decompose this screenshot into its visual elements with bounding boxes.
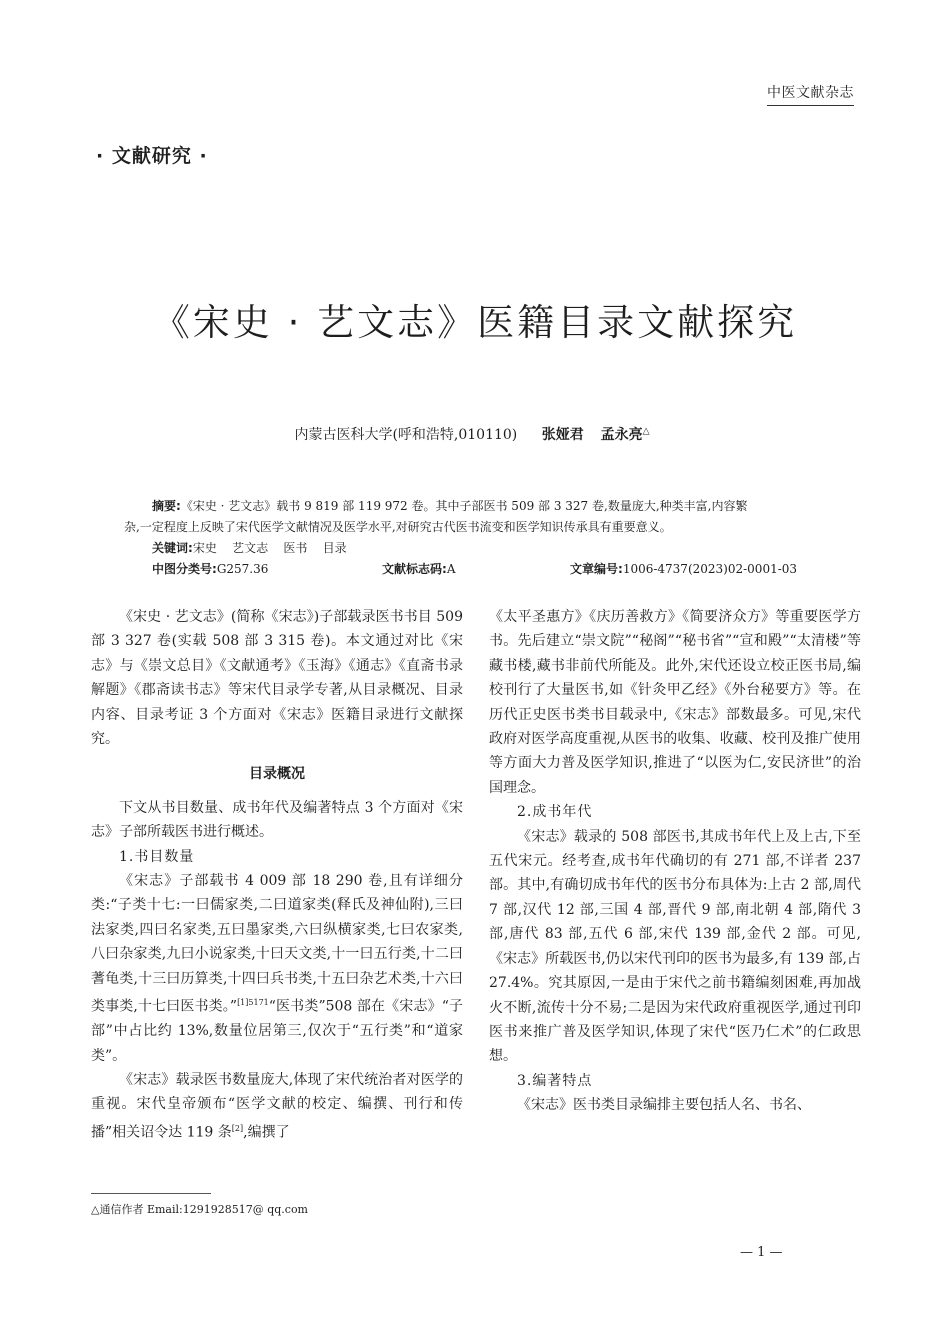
subsection-heading: 2.成书年代 — [517, 804, 593, 821]
section-heading: 目录概况 — [249, 766, 305, 783]
body-paragraph: 《太平圣惠方》《庆历善救方》《简要济众方》等重要医学方书。先后建立“崇文院”“秘阁”“秘书省”“宣和殿”“太清楼”等藏书楼,藏书非前代所能及。此外,宋代还设立校正医书局,编校刊行了大量医书,如《针灸甲乙经》《外台秘要方》等。在历代正史医书类书目载录中,《宋志》部数最多。可见,宋代政府对医学高度重视,从医书的收集、收藏、校刊及推广使用等方面大力普及医学知识,推进了“以医为仁,安民济世”的治国理念。 — [489, 609, 861, 796]
abstract-block — [124, 496, 824, 580]
footnote-rule — [91, 1193, 211, 1194]
footnote: △通信作者 Email:1291928517@ qq.com — [91, 1203, 308, 1216]
classification-row — [152, 559, 824, 580]
body-paragraph: 《宋志》载录的 508 部医书,其成书年代上及上古,下至五代宋元。经考查,成书年代确切的有 271 部,不详者 237 部。其中,有确切成书年代的医书分布具体为:上古 2 部,周代 7 部,汉代 12 部,三国 4 部,晋代 9 部,南北朝 4 部,隋代 3 部,唐代 83 部,五代 6 部,宋代 139 部,金代 2 部。可见,《宋志》所载医书,仍以宋代刊印的医书为最多,有 139 部,占 27.4%。究其原因,一是由于宋代之前书籍编刻困难,再加战火不断,流传十分不易;二是因为宋代政府重视医学,通过刊印医书来推广普及医学知识,体现了宋代“医乃仁术”的仁政思想。 — [489, 828, 861, 1065]
doc-code-label: 文献标志码: — [382, 562, 447, 576]
author-name: 张娅君 — [541, 427, 584, 443]
byline — [0, 424, 950, 444]
abstract-label: 摘要: — [152, 499, 181, 513]
citation-ref: [1]5171 — [237, 998, 269, 1008]
body-paragraph: 《宋志》医书类目录编排主要包括人名、书名、 — [517, 1097, 811, 1114]
clc-label: 中图分类号: — [152, 562, 217, 576]
left-column — [91, 605, 463, 1145]
keywords: 宋史 艺文志 医书 目录 — [192, 541, 347, 555]
journal-name: 中医文献杂志 — [767, 86, 854, 106]
body-paragraph: 《宋志》子部载书 4 009 部 18 290 卷,且有详细分类:“子类十七:一曰儒家类,二曰道家类(释氏及神仙附),三曰法家类,四曰名家类,五曰墨家类,六曰纵横家类,七曰农家类,八曰杂家类,九曰小说家类,十曰天文类,十一曰五行类,十二曰蓍龟类,十三曰历算类,十四曰兵书类,十五曰杂艺术类,十六曰类事类,十七曰医书类。”$^{[1]5171}$“医书类”508 部在《宋志》“子部”中占比约 13%,数量位居第三,仅次于“五行类”和“道家类”。 — [91, 873, 463, 1064]
keywords-label: 关键词: — [152, 541, 193, 555]
affiliation: 内蒙古医科大学(呼和浩特,010110) — [294, 427, 518, 443]
abstract-text: 杂,一定程度上反映了宋代医学文献情况及医学水平,对研究古代医书流变和医学知识传承具有重要意义。 — [124, 520, 672, 534]
intro-paragraph: 《宋史 · 艺文志》(简称《宋志》)子部载录医书书目 509 部 3 327 卷(实载 508 部 3 315 卷)。本文通过对比《宋志》与《崇文总目》《文献通考》《玉海》《通志》《直斋书录解题》《郡斋读书志》等宋代目录学专著,从目录概况、目录内容、目录考证 3 个方面对《宋志》医籍目录进行文献探究。 — [91, 609, 463, 748]
doc-code-value: A — [446, 562, 456, 576]
citation-ref: [2] — [231, 1123, 244, 1133]
article-no-label: 文章编号: — [570, 562, 623, 576]
author-name: 孟永亮△ — [600, 426, 650, 443]
section-tag: · 文献研究 · — [96, 145, 208, 167]
author-list — [536, 427, 656, 443]
body-paragraph: 《宋志》载录医书数量庞大,体现了宋代统治者对医学的重视。宋代皇帝颁布“医学文献的校定、编撰、刊行和传播”相关诏令达 119 条[2],编撰了 — [91, 1071, 463, 1141]
subsection-heading: 1.书目数量 — [119, 848, 195, 865]
right-column — [489, 605, 861, 1118]
article-title: 《宋史 · 艺文志》医籍目录文献探究 — [152, 301, 798, 344]
body-paragraph: 下文从书目数量、成书年代及编著特点 3 个方面对《宋志》子部所载医书进行概述。 — [91, 799, 463, 841]
article-no-value: 1006-4737(2023)02-0001-03 — [622, 562, 798, 576]
subsection-heading: 3.编著特点 — [517, 1072, 593, 1089]
clc-value: G257.36 — [216, 562, 269, 576]
page-number: — 1 — — [740, 1245, 783, 1260]
corresponding-mark: △ — [642, 426, 650, 437]
abstract-text: 《宋史 · 艺文志》载书 9 819 部 119 972 卷。其中子部医书 509 部 3 327 卷,数量庞大,种类丰富,内容繁 — [180, 499, 748, 513]
